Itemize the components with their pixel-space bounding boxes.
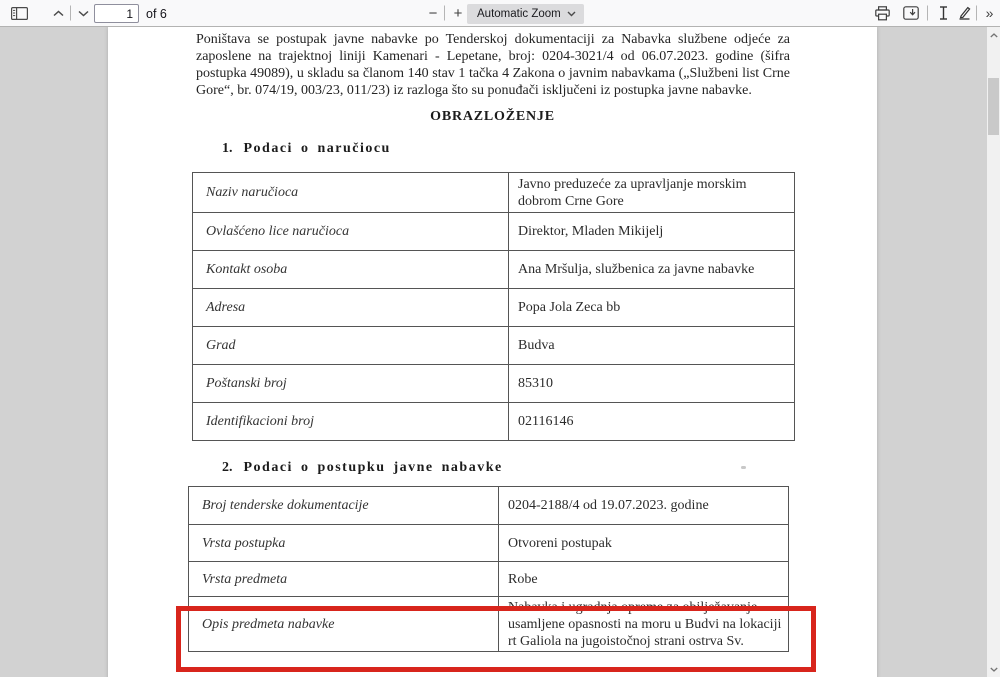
previous-page-button[interactable] — [47, 2, 69, 24]
toolbar-separator — [976, 6, 977, 21]
row-value: Robe — [499, 562, 789, 597]
main-heading: OBRAZLOŽENJE — [430, 109, 555, 124]
row-value: Budva — [509, 327, 795, 365]
row-label: Adresa — [193, 289, 509, 327]
row-label: Opis predmeta nabavke — [189, 597, 499, 652]
vertical-scrollbar[interactable] — [987, 27, 1000, 677]
printer-icon — [875, 6, 890, 21]
chevron-down-icon — [990, 667, 998, 672]
toolbar-separator — [927, 6, 928, 21]
row-value: Otvoreni postupak — [499, 525, 789, 562]
section-1-heading — [222, 141, 877, 157]
print-button[interactable] — [871, 2, 893, 24]
row-value: Nabavka i ugradnja opreme za obilježavanje usamljene opasnosti na moru u Budvi na lokaciji rt Galiola na jugoistočnoj strani ostrva Sv. — [499, 597, 789, 652]
draw-tool-button[interactable] — [953, 2, 975, 24]
section-2-heading — [222, 460, 877, 476]
toggle-sidebar-button[interactable] — [8, 2, 30, 24]
row-value: Ana Mršulja, službenica za javne nabavke — [509, 251, 795, 289]
pdf-page-1 — [108, 27, 877, 677]
table-row — [193, 365, 795, 403]
text-tool-button[interactable] — [932, 2, 954, 24]
minus-icon: − — [428, 4, 438, 22]
buyer-info-table — [192, 172, 795, 441]
row-label: Naziv naručioca — [193, 173, 509, 213]
double-chevron-icon: » — [985, 5, 993, 21]
chevron-down-icon — [78, 10, 89, 17]
toolbar-separator — [444, 6, 445, 21]
scroll-up-button[interactable] — [987, 28, 1000, 42]
zoom-out-button[interactable] — [422, 2, 444, 24]
chevron-down-icon — [567, 11, 576, 17]
row-value: 85310 — [509, 365, 795, 403]
row-value: Direktor, Mladen Mikijelj — [509, 213, 795, 251]
row-value: 02116146 — [509, 403, 795, 441]
page-count-label: of 6 — [146, 6, 167, 21]
row-value: Popa Jola Zeca bb — [509, 289, 795, 327]
scan-artifact — [741, 466, 746, 469]
row-label: Poštanski broj — [193, 365, 509, 403]
row-label: Identifikacioni broj — [193, 403, 509, 441]
plus-icon: + — [453, 4, 463, 22]
scrollbar-thumb[interactable] — [988, 78, 999, 135]
pdf-viewer-area — [0, 27, 1000, 677]
table-row — [189, 562, 789, 597]
pdf-viewer-toolbar — [0, 0, 1000, 27]
table-row — [193, 403, 795, 441]
table-row — [193, 251, 795, 289]
intro-paragraph: Poništava se postupak javne nabavke po Tenderskoj dokumentaciji za Nabavka službene odjeće za zaposlene na trajektnoj liniji Kamenari - Lepetane, broj: 0204-3021/4 od 06.07.2023. godine (šifra postupka 49089), u skladu sa članom 140 stav 1 tačka 4 Zakona o javnim nabavkama („Službeni list Crne Gore“, br. 074/19, 003/23, 011/23) iz razloga što su ponuđači isključeni iz postupka javne nabavke. — [196, 32, 790, 98]
table-row — [193, 173, 795, 213]
row-label: Kontakt osoba — [193, 251, 509, 289]
zoom-level-value: Automatic Zoom — [477, 8, 561, 20]
next-page-button[interactable] — [72, 2, 94, 24]
i-beam-icon — [938, 6, 949, 20]
row-value: 0204-2188/4 od 19.07.2023. godine — [499, 487, 789, 525]
section-2-number: 2. — [222, 460, 233, 475]
pen-icon — [958, 6, 971, 20]
sidebar-icon — [11, 7, 28, 20]
section-2-title: Podaci o postupku javne nabavke — [243, 460, 503, 475]
table-row — [193, 289, 795, 327]
section-1-title: Podaci o naručiocu — [243, 141, 391, 156]
zoom-level-select[interactable] — [467, 4, 584, 24]
chevron-up-icon — [990, 33, 998, 38]
table-row — [189, 487, 789, 525]
row-label: Ovlašćeno lice naručioca — [193, 213, 509, 251]
row-label: Grad — [193, 327, 509, 365]
row-label: Vrsta predmeta — [189, 562, 499, 597]
more-tools-button[interactable] — [978, 2, 1000, 24]
table-row — [189, 525, 789, 562]
row-value: Javno preduzeće za upravljanje morskim dobrom Crne Gore — [509, 173, 795, 213]
chevron-up-icon — [53, 10, 64, 17]
row-label: Broj tenderske dokumentacije — [189, 487, 499, 525]
section-1-number: 1. — [222, 141, 233, 156]
table-row — [193, 327, 795, 365]
scroll-down-button[interactable] — [987, 662, 1000, 676]
save-button[interactable] — [900, 2, 922, 24]
zoom-in-button[interactable] — [447, 2, 469, 24]
red-highlight-rectangle — [176, 606, 816, 672]
page-number-input[interactable] — [94, 4, 139, 23]
row-label: Vrsta postupka — [189, 525, 499, 562]
toolbar-separator — [70, 6, 71, 21]
table-row — [193, 213, 795, 251]
download-icon — [903, 6, 919, 20]
